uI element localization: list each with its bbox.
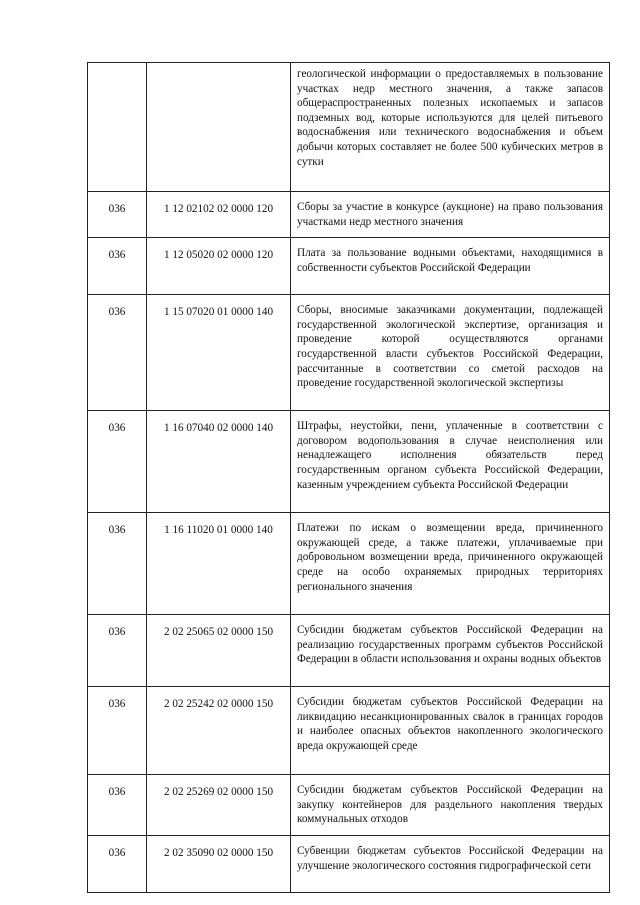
revenue-name-cell <box>291 615 610 687</box>
table-row <box>88 687 610 775</box>
table-row <box>88 63 610 192</box>
revenue-code-cell: 2 02 25242 02 0000 150 <box>147 687 291 775</box>
revenue-name-text: Субвенции бюджетам субъектов Российской Федерации на улучшение экологического состояния гидрографической сети <box>297 844 603 872</box>
admin-code-cell: 036 <box>88 513 147 615</box>
table-row <box>88 411 610 513</box>
admin-code-cell: 036 <box>88 411 147 513</box>
admin-code-cell <box>88 63 147 192</box>
revenue-code-cell: 1 12 05020 02 0000 120 <box>147 238 291 295</box>
revenue-codes-table <box>87 62 610 893</box>
revenue-name-cell <box>291 835 610 892</box>
revenue-code-cell <box>147 63 291 192</box>
revenue-code-cell: 1 16 07040 02 0000 140 <box>147 411 291 513</box>
revenue-code-cell: 1 16 11020 01 0000 140 <box>147 513 291 615</box>
revenue-name-text: Платежи по искам о возмещении вреда, причиненного окружающей среде, а также платежи, уплачиваемые при добровольном возмещении вреда, причиненного окружающей среде на особо охраняемых природных территориях регионального значения <box>297 522 603 593</box>
revenue-name-text: Сборы за участие в конкурсе (аукционе) на право пользования участками недр местного значения <box>297 201 603 228</box>
revenue-code-cell: 2 02 25269 02 0000 150 <box>147 775 291 836</box>
revenue-name-cell <box>291 775 610 836</box>
revenue-name-text: Субсидии бюджетам субъектов Российской Федерации на закупку контейнеров для раздельного накопления твердых коммунальных отходов <box>297 784 603 826</box>
table-row <box>88 238 610 295</box>
table-row <box>88 192 610 238</box>
revenue-name-cell <box>291 295 610 411</box>
admin-code-cell: 036 <box>88 192 147 238</box>
revenue-name-text: Плата за пользование водными объектами, находящимися в собственности субъектов Российской Федерации <box>297 247 603 274</box>
admin-code-cell: 036 <box>88 775 147 836</box>
table-row <box>88 513 610 615</box>
table-row <box>88 615 610 687</box>
table-row <box>88 775 610 836</box>
revenue-name-cell <box>291 687 610 775</box>
revenue-code-cell: 1 15 07020 01 0000 140 <box>147 295 291 411</box>
revenue-name-text: Субсидии бюджетам субъектов Российской Федерации на реализацию государственных программ субъектов Российской Федерации в области использования и охраны водных объектов <box>297 624 603 666</box>
admin-code-cell: 036 <box>88 295 147 411</box>
revenue-name-cell <box>291 63 610 192</box>
admin-code-cell: 036 <box>88 687 147 775</box>
admin-code-cell: 036 <box>88 615 147 687</box>
revenue-code-cell: 2 02 35090 02 0000 150 <box>147 835 291 892</box>
admin-code-cell: 036 <box>88 238 147 295</box>
table-row <box>88 835 610 892</box>
revenue-name-text: Штрафы, неустойки, пени, уплаченные в соответствии с договором водопользования в случае неисполнения или ненадлежащего исполнения обязательств перед государственным органом субъекта Российской Федерации, казенным учреждением субъекта Российской Федерации <box>297 420 603 491</box>
revenue-name-cell <box>291 238 610 295</box>
admin-code-cell: 036 <box>88 835 147 892</box>
revenue-name-text: Субсидии бюджетам субъектов Российской Федерации на ликвидацию несанкционированных свалок в границах городов и наиболее опасных объектов накопленного экологического вреда окружающей среде <box>297 696 603 752</box>
revenue-name-text: геологической информации о предоставляемых в пользование участках недр местного значения, а также запасов общераспространенных полезных ископаемых и запасов подземных вод, которые используются для целей питьевого водоснабжения или технического водоснабжения и объем добычи которых составляет не более 500 кубических метров в сутки <box>297 68 603 168</box>
revenue-code-cell: 2 02 25065 02 0000 150 <box>147 615 291 687</box>
revenue-name-cell <box>291 513 610 615</box>
revenue-name-cell <box>291 192 610 238</box>
revenue-code-cell: 1 12 02102 02 0000 120 <box>147 192 291 238</box>
revenue-name-text: Сборы, вносимые заказчиками документации, подлежащей государственной экологической экспертизе, организация и проведение которой осуществляются органами государственной власти субъектов Российской Федерации, рассчитанные в соответствии со сметой расходов на проведение государственной экологической экспертизы <box>297 304 603 390</box>
table-row <box>88 295 610 411</box>
revenue-name-cell <box>291 411 610 513</box>
